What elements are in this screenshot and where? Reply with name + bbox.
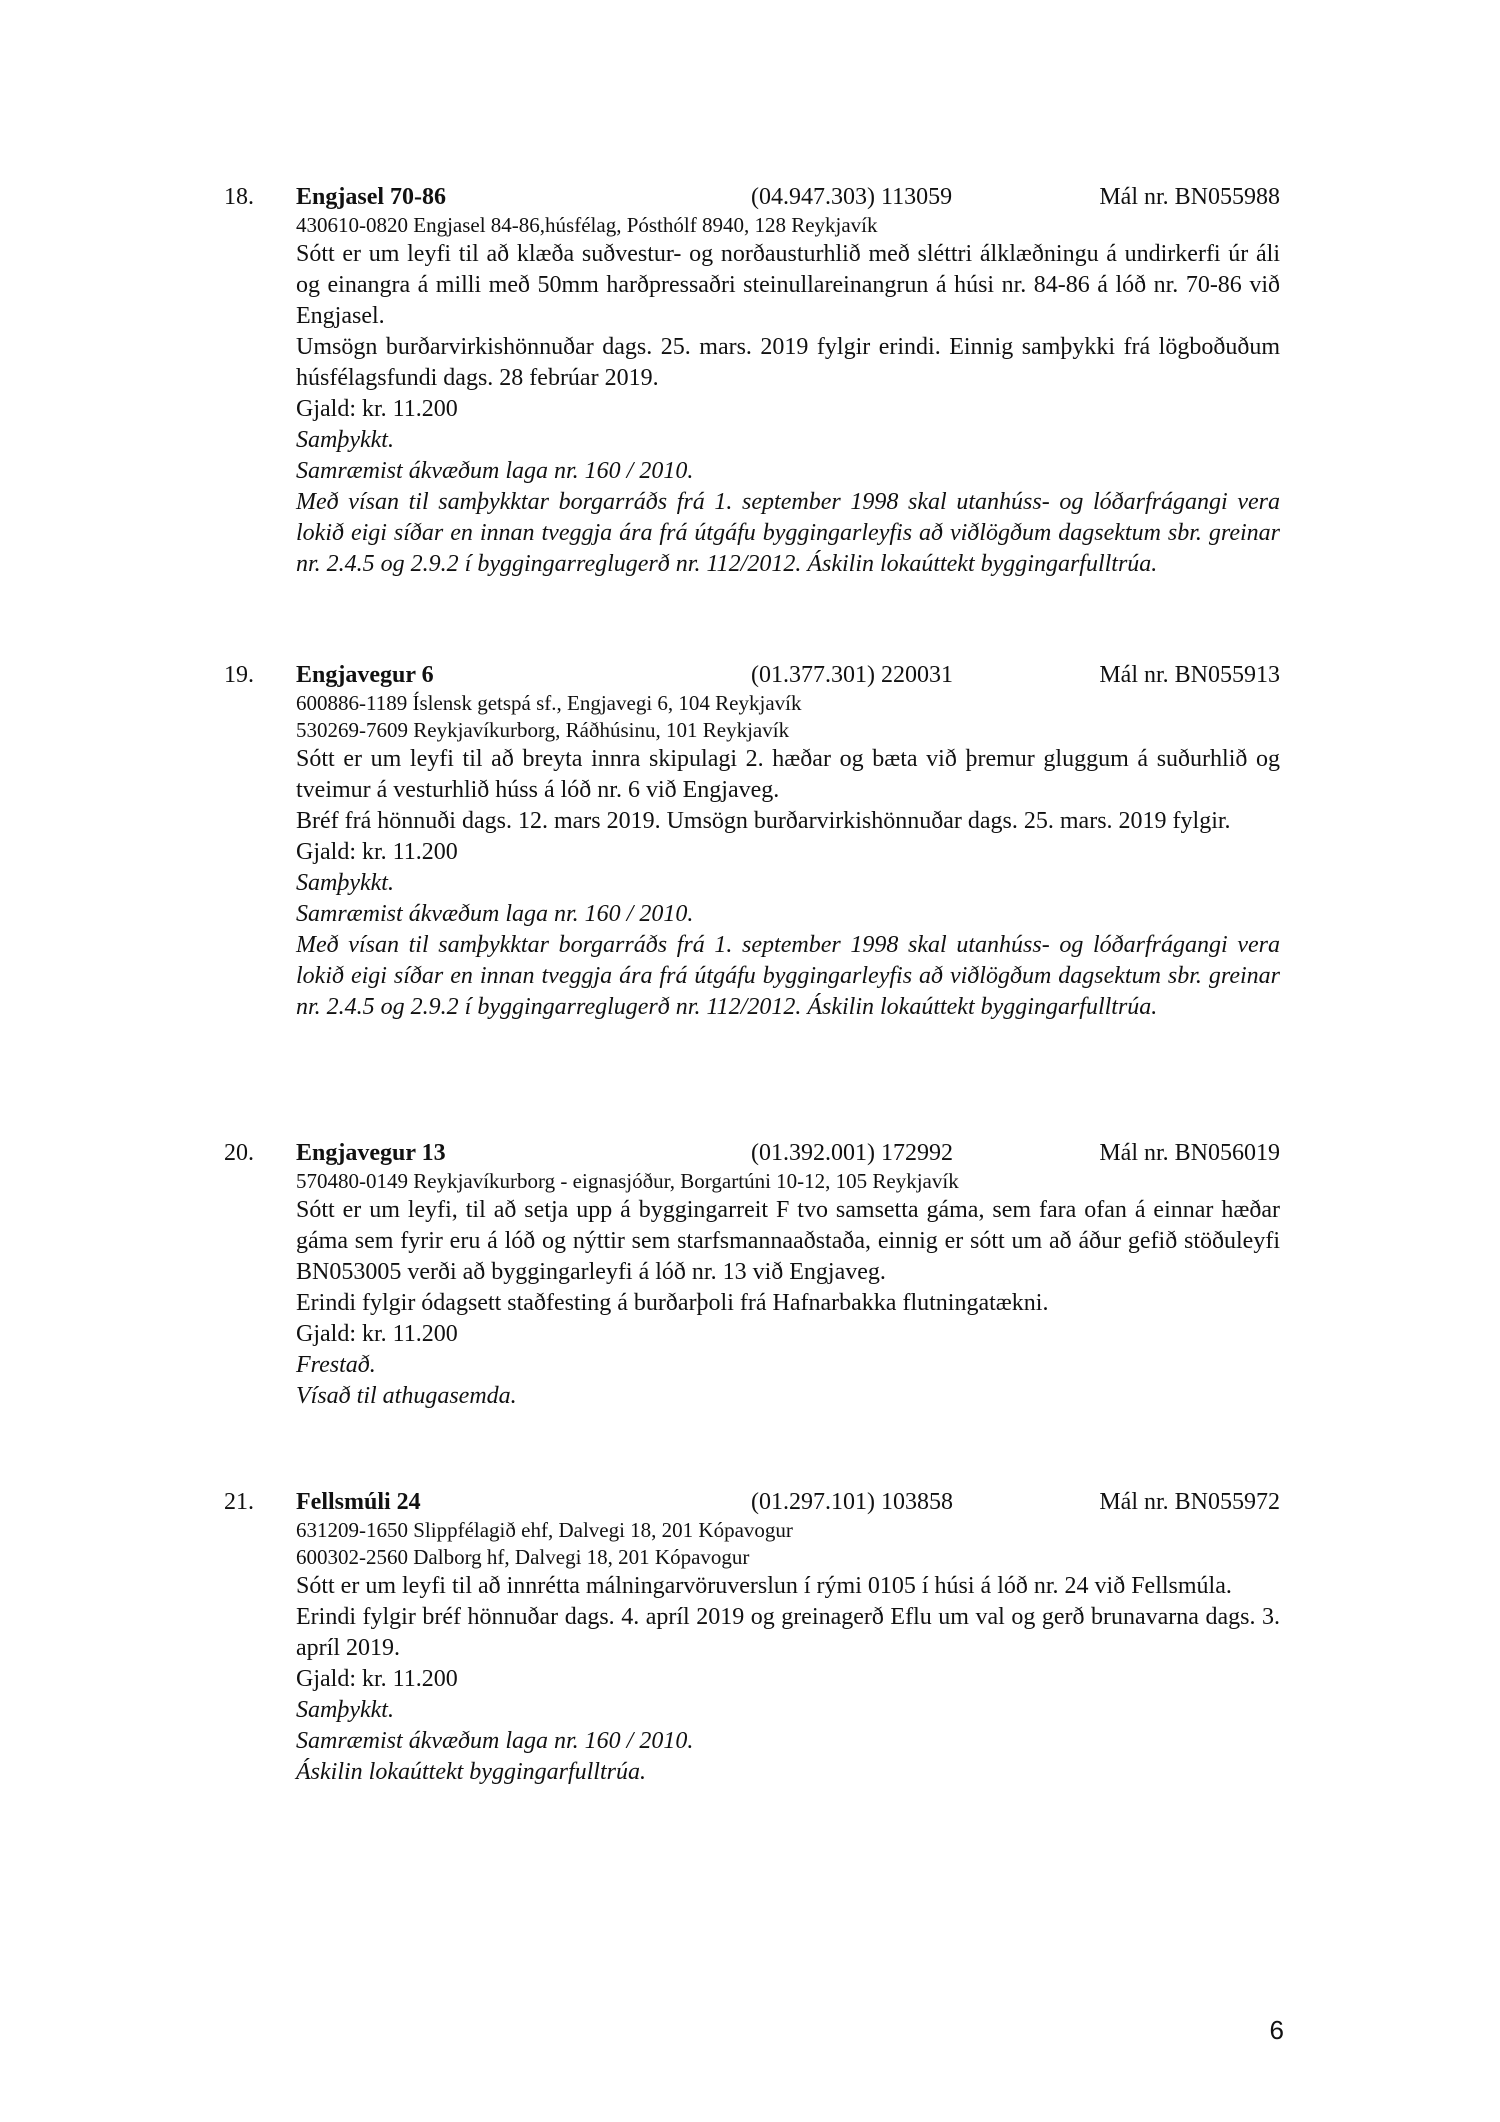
entry-reference: (01.392.001) 172992 <box>751 1140 953 1166</box>
entry-decision: Samþykkt. <box>296 1697 394 1723</box>
entry-note: Samræmist ákvæðum laga nr. 160 / 2010. <box>296 458 694 484</box>
entry-address: Engjavegur 13 <box>296 1140 446 1166</box>
entry-note: Með vísan til samþykktar borgarráðs frá 1. september 1998 skal utanhúss- og lóðarfrágangi vera lokið eigi síðar en innan tveggja ára frá útgáfu byggingarleyfis að viðlögðum dagsektum sbr. greinar nr. 2.4.5 og 2.9.2 í byggingarreglugerð nr. 112/2012. Áskilin lokaúttekt byggingarfulltrúa. <box>296 489 1280 577</box>
owner-line: 631209-1650 Slippfélagið ehf, Dalvegi 18, 201 Kópavogur <box>296 1518 793 1542</box>
entry-fee: Gjald: kr. 11.200 <box>296 1321 458 1347</box>
owner-line: 430610-0820 Engjasel 84-86,húsfélag, Pósthólf 8940, 128 Reykjavík <box>296 213 878 237</box>
entry-header <box>224 182 1280 212</box>
entry-case-number: Mál nr. BN055913 <box>1099 662 1280 688</box>
entry-fee: Gjald: kr. 11.200 <box>296 396 458 422</box>
entry-attachments: Erindi fylgir ódagsett staðfesting á burðarþoli frá Hafnarbakka flutningatækni. <box>296 1290 1049 1316</box>
entry-number: 18. <box>224 184 254 210</box>
entry-attachments: Umsögn burðarvirkishönnuðar dags. 25. mars. 2019 fylgir erindi. Einnig samþykki frá lögboðuðum húsfélagsfundi dags. 28 febrúar 2019. <box>296 334 1280 391</box>
entry-reference: (01.297.101) 103858 <box>751 1489 953 1515</box>
entry-description: Sótt er um leyfi til að innrétta málningarvöruverslun í rými 0105 í húsi á lóð nr. 24 við Fellsmúla. <box>296 1573 1232 1599</box>
entry-case-number: Mál nr. BN055972 <box>1099 1489 1280 1515</box>
entry-description: Sótt er um leyfi til að breyta innra skipulagi 2. hæðar og bæta við þremur gluggum á suðurhlið og tveimur á vesturhlið húss á lóð nr. 6 við Engjaveg. <box>296 746 1280 803</box>
entry-header <box>224 660 1280 690</box>
entry-fee: Gjald: kr. 11.200 <box>296 839 458 865</box>
entry-case-number: Mál nr. BN055988 <box>1099 184 1280 210</box>
case-entry <box>224 182 1280 580</box>
owner-line: 530269-7609 Reykjavíkurborg, Ráðhúsinu, 101 Reykjavík <box>296 718 790 742</box>
entry-attachments: Bréf frá hönnuði dags. 12. mars 2019. Umsögn burðarvirkishönnuðar dags. 25. mars. 2019 fylgir. <box>296 808 1231 834</box>
entry-description: Sótt er um leyfi, til að setja upp á byggingarreit F tvo samsetta gáma, sem fara ofan á einnar hæðar gáma sem fyrir eru á lóð og nýttir sem starfsmannaaðstaða, einnig er sótt um að áður gefið stöðuleyfi BN053005 verði að byggingarleyfi á lóð nr. 13 við Engjaveg. <box>296 1197 1280 1285</box>
entry-note: Áskilin lokaúttekt byggingarfulltrúa. <box>296 1759 646 1785</box>
entry-note: Samræmist ákvæðum laga nr. 160 / 2010. <box>296 901 694 927</box>
entry-number: 21. <box>224 1489 254 1515</box>
entry-decision: Samþykkt. <box>296 427 394 453</box>
entry-header <box>224 1487 1280 1517</box>
entry-number: 20. <box>224 1140 254 1166</box>
page-number: 6 <box>1269 2015 1284 2045</box>
case-entry <box>224 1138 1280 1412</box>
entry-header <box>224 1138 1280 1168</box>
entry-description: Sótt er um leyfi til að klæða suðvestur- og norðausturhlið með sléttri álklæðningu á undirkerfi úr áli og einangra á milli með 50mm harðpressaðri steinullareinangrun á húsi nr. 84-86 á lóð nr. 70-86 við Engjasel. <box>296 241 1280 329</box>
entry-address: Engjavegur 6 <box>296 662 434 688</box>
entry-note: Samræmist ákvæðum laga nr. 160 / 2010. <box>296 1728 694 1754</box>
owner-line: 600302-2560 Dalborg hf, Dalvegi 18, 201 Kópavogur <box>296 1545 750 1569</box>
entry-case-number: Mál nr. BN056019 <box>1099 1140 1280 1166</box>
entry-attachments: Erindi fylgir bréf hönnuðar dags. 4. apríl 2019 og greinagerð Eflu um val og gerð brunavarna dags. 3. apríl 2019. <box>296 1604 1280 1661</box>
entry-note: Vísað til athugasemda. <box>296 1383 517 1409</box>
owner-line: 570480-0149 Reykjavíkurborg - eignasjóður, Borgartúni 10-12, 105 Reykjavík <box>296 1169 959 1193</box>
entry-fee: Gjald: kr. 11.200 <box>296 1666 458 1692</box>
owner-line: 600886-1189 Íslensk getspá sf., Engjavegi 6, 104 Reykjavík <box>296 691 802 715</box>
entry-decision: Frestað. <box>296 1352 376 1378</box>
entry-number: 19. <box>224 662 254 688</box>
case-entry <box>224 1487 1280 1788</box>
entry-reference: (01.377.301) 220031 <box>751 662 953 688</box>
entry-address: Engjasel 70-86 <box>296 184 446 210</box>
case-entry <box>224 660 1280 1023</box>
entry-reference: (04.947.303) 113059 <box>751 184 953 210</box>
entry-note: Með vísan til samþykktar borgarráðs frá 1. september 1998 skal utanhúss- og lóðarfrágangi vera lokið eigi síðar en innan tveggja ára frá útgáfu byggingarleyfis að viðlögðum dagsektum sbr. greinar nr. 2.4.5 og 2.9.2 í byggingarreglugerð nr. 112/2012. Áskilin lokaúttekt byggingarfulltrúa. <box>296 932 1280 1020</box>
entry-decision: Samþykkt. <box>296 870 394 896</box>
entry-address: Fellsmúli 24 <box>296 1489 421 1515</box>
